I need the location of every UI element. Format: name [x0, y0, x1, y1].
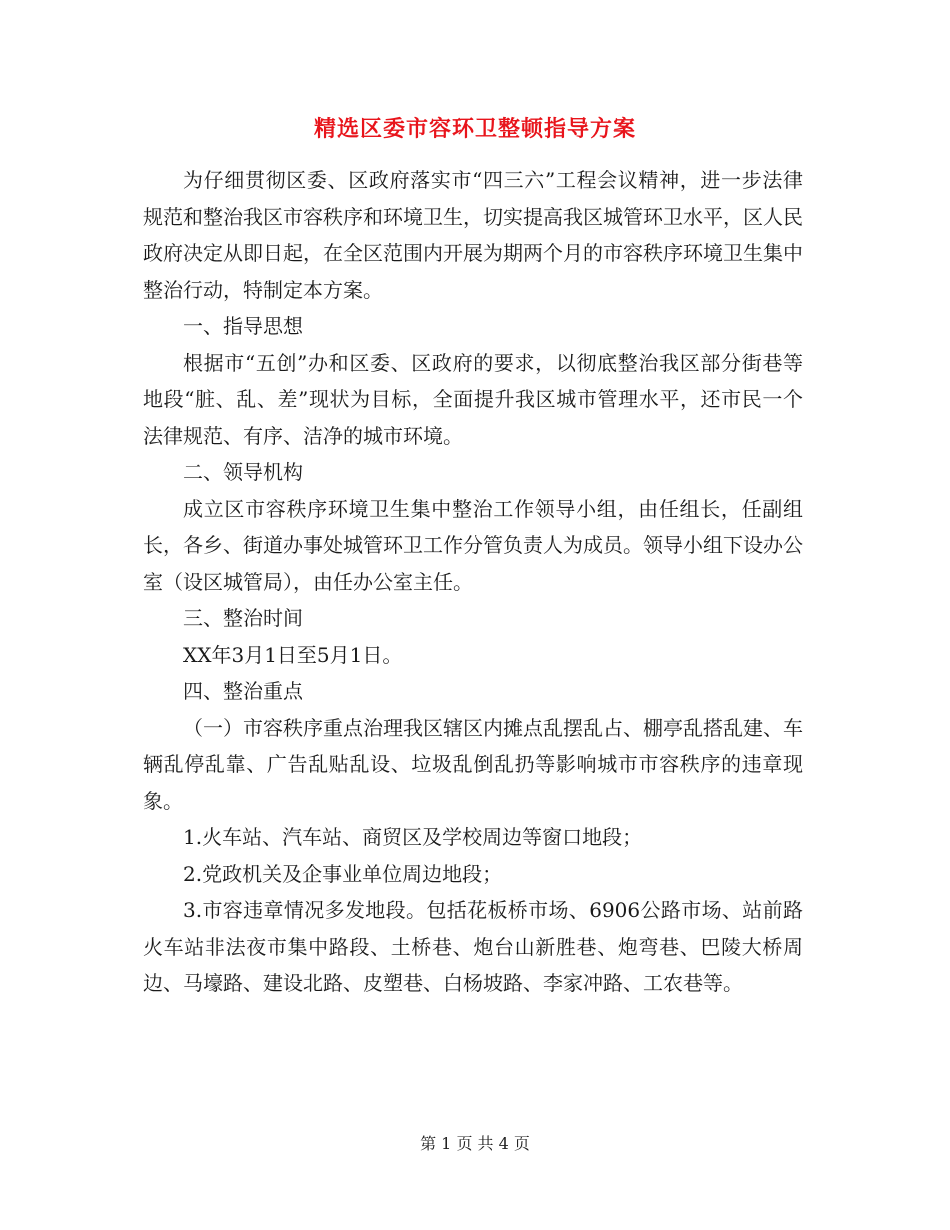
focus-list-item-2: 2.党政机关及企事业单位周边地段； [183, 861, 503, 886]
section-heading-focus: 四、整治重点 [183, 679, 303, 703]
document-body [143, 162, 803, 1002]
guiding-idea-paragraph: 根据市“五创”办和区委、区政府的要求，以彻底整治我区部分街巷等地段“脏、乱、差”现状为目标，全面提升我区城市管理水平，还市民一个法律规范、有序、洁净的城市环境。 [143, 350, 803, 448]
section-heading-leadership: 二、领导机构 [183, 460, 303, 484]
page-footer: 第 1 页 共 4 页 [420, 1134, 530, 1153]
document-title: 精选区委市容环卫整顿指导方案 [313, 116, 636, 142]
intro-paragraph: 为仔细贯彻区委、区政府落实市“四三六”工程会议精神，进一步法律规范和整治我区市容秩序和环境卫生，切实提高我区城管环卫水平，区人民政府决定从即日起，在全区范围内开展为期两个月的市容秩序环境卫生集中整治行动，特制定本方案。 [143, 168, 803, 302]
focus-list-item-1: 1.火车站、汽车站、商贸区及学校周边等窗口地段； [183, 825, 643, 849]
time-paragraph: XX年3月1日至5月1日。 [183, 642, 403, 667]
section-heading-guiding-idea: 一、指导思想 [183, 314, 303, 338]
focus-list-item-3: 3.市容违章情况多发地段。包括花板桥市场、6906公路市场、站前路火车站非法夜市集中路段、土桥巷、炮台山新胜巷、炮弯巷、巴陵大桥周边、马壕路、建设北路、皮塑巷、白杨坡路、李家冲路、工农巷等。 [143, 898, 803, 995]
section-heading-time: 三、整治时间 [183, 606, 303, 630]
leadership-paragraph: 成立区市容秩序环境卫生集中整治工作领导小组，由任组长，任副组长，各乡、街道办事处城管环卫工作分管负责人为成员。领导小组下设办公室（设区城管局），由任办公室主任。 [143, 496, 803, 594]
focus-paragraph-1: （一）市容秩序重点治理我区辖区内摊点乱摆乱占、棚亭乱搭乱建、车辆乱停乱靠、广告乱贴乱设、垃圾乱倒乱扔等影响城市市容秩序的违章现象。 [143, 715, 803, 813]
